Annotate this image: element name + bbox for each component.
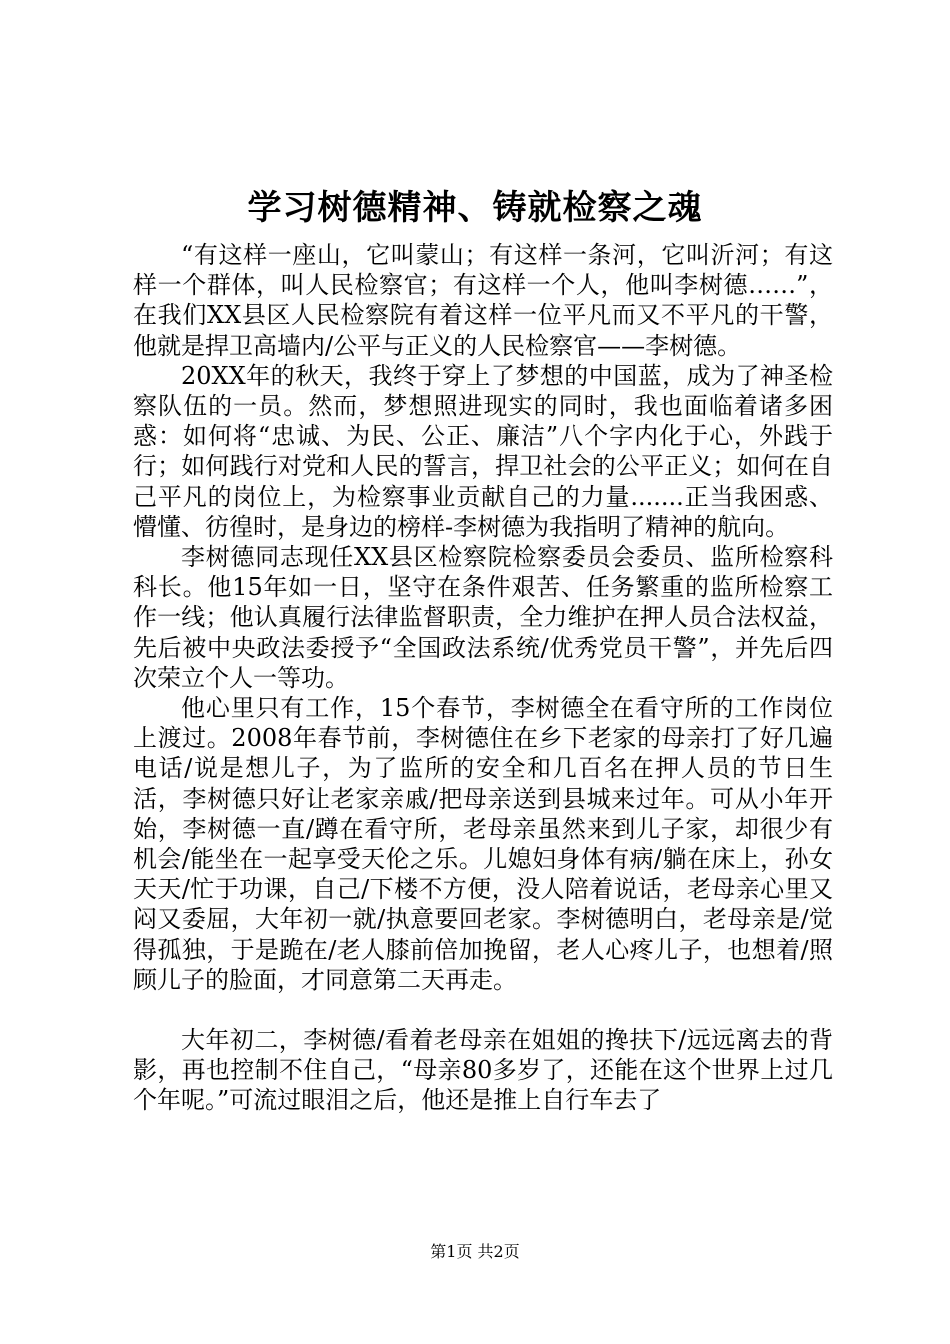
page-number-footer: 第1页 共2页 [430,1242,520,1261]
paragraph-3: 李树德同志现任XX县区检察院检察委员会委员、监所检察科科长。他15年如一日，坚守在条件艰苦、任务繁重的监所检察工作一线；他认真履行法律监督职责，全力维护在押人员合法权益，先后被中央政法委授予“全国政法系统/优秀党员干警”，并先后四次荣立个人一等功。 [133,543,833,692]
document-title: 学习树德精神、铸就检察之魂 [247,188,703,228]
paragraph-4: 他心里只有工作，15个春节，李树德全在看守所的工作岗位上渡过。2008年春节前，李树德住在乡下老家的母亲打了好几遍电话/说是想儿子，为了监所的安全和几百名在押人员的节日生活，李树德只好让老家亲戚/把母亲送到县城来过年。可从小年开始，李树德一直/蹲在看守所，老母亲虽然来到儿子家，却很少有机会/能坐在一起享受天伦之乐。儿媳妇身体有病/躺在床上，孙女天天/忙于功课，自己/下楼不方便，没人陪着说话，老母亲心里又闷又委屈，大年初一就/执意要回老家。李树德明白，老母亲是/觉得孤独，于是跪在/老人膝前倍加挽留，老人心疼儿子，也想着/照顾儿子的脸面，才同意第二天再走。 [133,694,833,994]
document-body [133,240,833,1116]
paragraph-5: 大年初二，李树德/看着老母亲在姐姐的搀扶下/远远离去的背影，再也控制不住自己，“母亲80多岁了，还能在这个世界上过几个年呢。”可流过眼泪之后，他还是推上自行车去了 [133,1026,833,1115]
paragraph-2: 20XX年的秋天，我终于穿上了梦想的中国蓝，成为了神圣检察队伍的一员。然而，梦想照进现实的同时，我也面临着诸多困惑：如何将“忠诚、为民、公正、廉洁”八个字内化于心，外践于行；如何践行对党和人民的誓言，捍卫社会的公平正义；如何在自己平凡的岗位上，为检察事业贡献自己的力量.......正当我困惑、懵懂、彷徨时，是身边的榜样-李树德为我指明了精神的航向。 [133,361,833,541]
paragraph-1: “有这样一座山，它叫蒙山；有这样一条河，它叫沂河；有这样一个群体，叫人民检察官；有这样一个人，他叫李树德……”，在我们XX县区人民检察院有着这样一位平凡而又不平凡的干警，他就是捍卫高墙内/公平与正义的人民检察官——李树德。 [133,241,833,360]
